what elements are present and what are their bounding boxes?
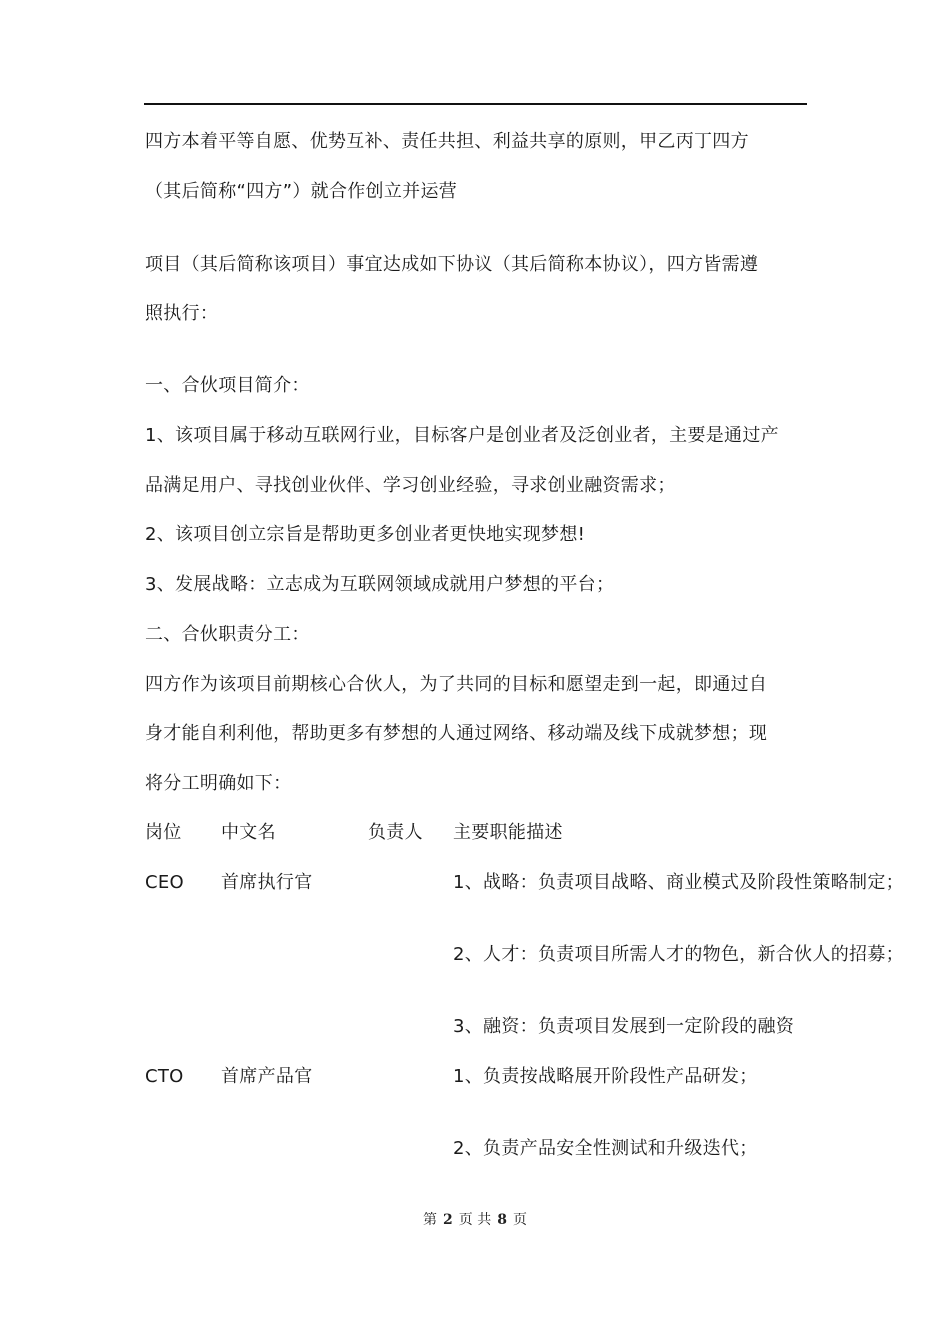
table-row-cto-duty-1: 1、负责按战略展开阶段性产品研发； [453, 1066, 758, 1087]
page-footer [0, 1210, 950, 1230]
section2-body-line-1: 四方作为该项目前期核心合伙人，为了共同的目标和愿望走到一起，即通过自 [145, 674, 768, 695]
project-paragraph-line-2: 照执行： [145, 303, 219, 324]
project-paragraph-line-1: 项目（其后简称该项目）事宜达成如下协议（其后简称本协议），四方皆需遵 [145, 254, 759, 275]
header-rule [144, 103, 807, 105]
table-header-chinese-name: 中文名 [221, 822, 276, 843]
footer-suffix: 页 [512, 1212, 527, 1228]
intro-paragraph-line-2: （其后简称“四方”）就合作创立并运营 [145, 181, 458, 202]
footer-page-number: 2 [443, 1212, 453, 1228]
section1-item1-line-1: 1、该项目属于移动互联网行业，目标客户是创业者及泛创业者，主要是通过产 [145, 425, 779, 446]
table-header-owner: 负责人 [368, 822, 423, 843]
table-header-duties: 主要职能描述 [453, 822, 563, 843]
section1-item1-line-2: 品满足用户、寻找创业伙伴、学习创业经验，寻求创业融资需求； [145, 475, 676, 496]
table-row-ceo-duty-1: 1、战略：负责项目战略、商业模式及阶段性策略制定； [453, 872, 904, 893]
footer-middle: 页 共 [458, 1212, 492, 1228]
section2-heading: 二、合伙职责分工： [145, 624, 310, 645]
section2-body-line-3: 将分工明确如下： [145, 773, 292, 794]
section1-heading: 一、合伙项目简介： [145, 375, 310, 396]
footer-total-pages: 8 [497, 1212, 507, 1228]
footer-prefix: 第 [423, 1212, 438, 1228]
table-row-cto-duty-2: 2、负责产品安全性测试和升级迭代； [453, 1138, 758, 1159]
section1-item2: 2、该项目创立宗旨是帮助更多创业者更快地实现梦想! [145, 524, 586, 545]
table-row-ceo-duty-2: 2、人才：负责项目所需人才的物色，新合伙人的招募； [453, 944, 904, 965]
section1-item3: 3、发展战略：立志成为互联网领域成就用户梦想的平台； [145, 574, 615, 595]
table-row-ceo-position: CEO [145, 872, 185, 893]
table-header-position: 岗位 [145, 822, 182, 843]
section2-body-line-2: 身才能自利利他，帮助更多有梦想的人通过网络、移动端及线下成就梦想；现 [145, 723, 768, 744]
table-row-ceo-chinese-name: 首席执行官 [221, 872, 313, 893]
intro-paragraph-line-1: 四方本着平等自愿、优势互补、责任共担、利益共享的原则，甲乙丙丁四方 [145, 131, 749, 152]
table-row-cto-position: CTO [145, 1066, 184, 1087]
table-row-cto-chinese-name: 首席产品官 [221, 1066, 313, 1087]
table-row-ceo-duty-3: 3、融资：负责项目发展到一定阶段的融资 [453, 1016, 795, 1037]
